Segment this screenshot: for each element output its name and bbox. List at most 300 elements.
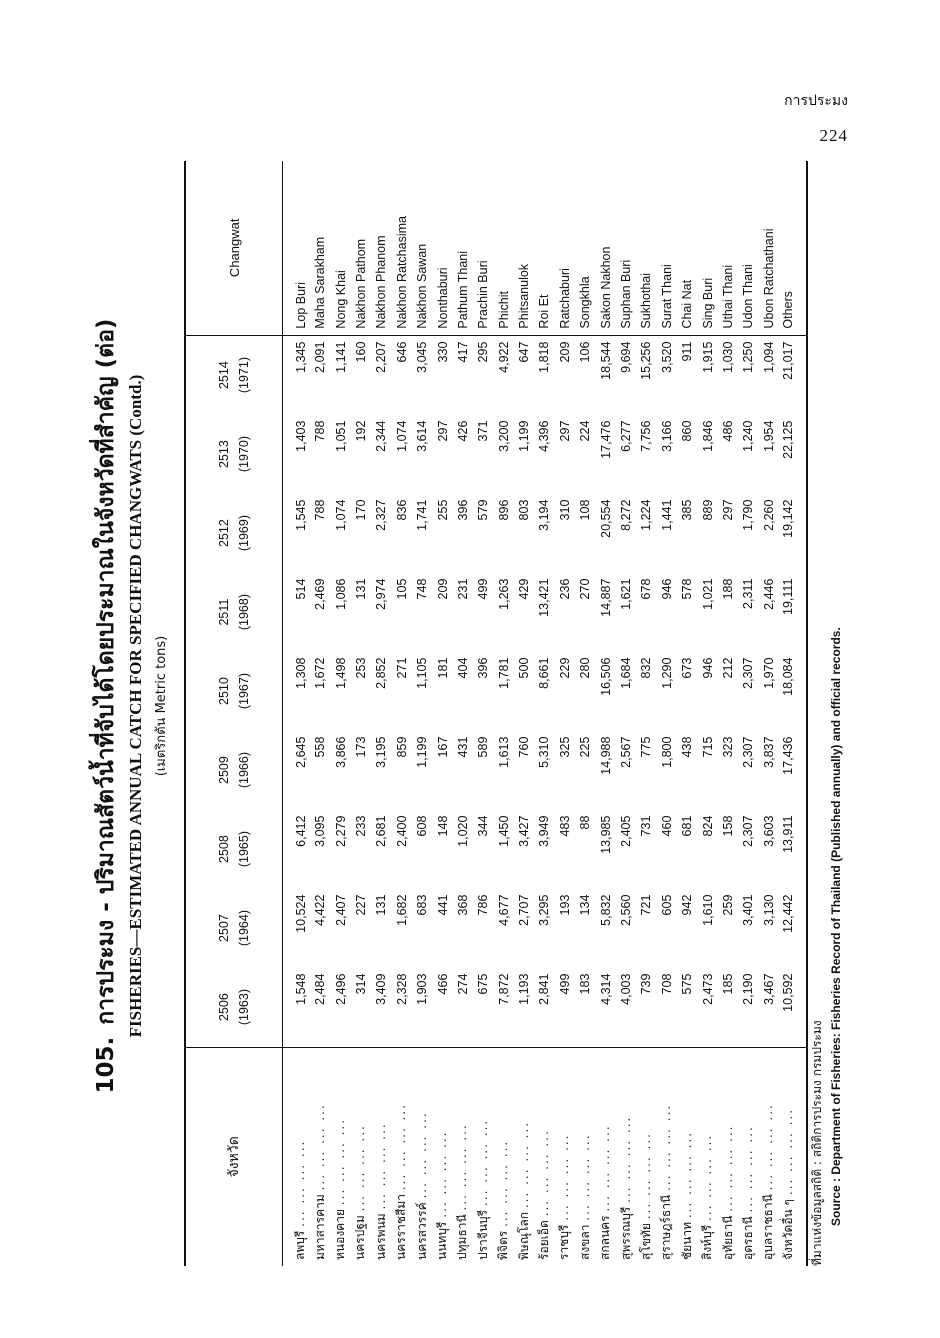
leader-dots: ... ... ... ... <box>720 1124 735 1212</box>
changwat-english: Nakhon Sawan <box>412 161 432 335</box>
catch-value: 675 <box>473 968 493 1048</box>
header-year <box>185 652 283 731</box>
table-row <box>330 161 350 1266</box>
catch-value: 19,111 <box>779 573 807 652</box>
catch-value: 1,308 <box>293 657 308 689</box>
changwat-english: Nakhon Ratchasima <box>392 161 412 335</box>
catch-value: 514 <box>293 578 308 600</box>
catch-value: 589 <box>476 736 491 758</box>
changwat-english: Nakhon Pathom <box>351 161 371 335</box>
catch-value: 1,030 <box>721 341 735 373</box>
catch-value: 1,548 <box>283 968 311 1048</box>
year-be: 2510 <box>217 677 231 705</box>
catch-value: 193 <box>557 894 572 916</box>
changwat-thai-cell <box>453 1047 473 1266</box>
table-row <box>759 161 779 1266</box>
catch-value: 2,307 <box>741 736 756 768</box>
catch-value: 3,467 <box>759 968 779 1048</box>
catch-value: 1,790 <box>741 499 756 531</box>
changwat-thai: พิษณุโลก <box>516 1211 531 1260</box>
catch-value: 88 <box>578 815 593 830</box>
catch-value: 183 <box>575 968 595 1048</box>
catch-value: 3,603 <box>761 815 776 847</box>
changwat-english: Lop Buri <box>283 161 311 335</box>
catch-value: 4,422 <box>313 894 328 926</box>
catch-value: 2,400 <box>394 815 409 847</box>
catch-value: 209 <box>557 341 572 363</box>
catch-value: 942 <box>680 894 695 916</box>
changwat-thai-cell <box>534 1047 554 1266</box>
year-be: 2507 <box>217 914 231 942</box>
catch-value: 1,915 <box>700 341 715 373</box>
catch-value: 1,290 <box>659 657 674 689</box>
header-row <box>185 161 283 1266</box>
year-ad: (1964) <box>237 910 251 947</box>
header-year <box>185 968 283 1048</box>
table-row <box>616 161 636 1266</box>
catch-value: 3,949 <box>537 815 552 847</box>
changwat-thai-cell <box>412 1047 432 1266</box>
catch-value: 131 <box>353 578 368 600</box>
catch-value: 2,496 <box>330 968 350 1048</box>
catch-value: 8,272 <box>619 499 634 531</box>
catch-value: 20,554 <box>598 499 613 538</box>
catch-value: 314 <box>351 968 371 1048</box>
changwat-thai: สกลนคร <box>598 1215 613 1260</box>
catch-value: 6,277 <box>619 420 634 452</box>
catch-value: 255 <box>435 499 450 521</box>
header-changwat-thai: จังหวัด <box>185 1047 283 1266</box>
header-year <box>185 573 283 652</box>
header-year <box>185 415 283 494</box>
catch-value: 1,199 <box>517 420 532 452</box>
year-ad: (1968) <box>237 594 251 631</box>
catch-value: 1,741 <box>415 499 430 531</box>
changwat-thai: อุดรธานี <box>740 1216 755 1260</box>
year-ad: (1971) <box>237 357 251 394</box>
catch-value: 21,017 <box>779 335 807 415</box>
catch-value: 2,567 <box>619 736 634 768</box>
changwat-english: Pathum Thani <box>453 161 473 335</box>
changwat-thai-cell <box>718 1047 738 1266</box>
table-row <box>779 161 807 1266</box>
catch-value: 2,974 <box>374 578 389 610</box>
catch-value: 3,866 <box>333 736 348 768</box>
catch-value: 646 <box>394 341 409 363</box>
catch-value: 225 <box>578 736 593 758</box>
catch-value: 438 <box>680 736 695 758</box>
catch-value: 486 <box>721 420 735 442</box>
year-be: 2506 <box>217 993 231 1021</box>
catch-value: 106 <box>578 341 593 363</box>
catch-value: 1,800 <box>659 736 674 768</box>
catch-value: 803 <box>517 499 532 521</box>
catch-value: 16,506 <box>598 657 613 696</box>
catch-value: 167 <box>435 736 450 758</box>
section-name: การประมง <box>784 93 848 109</box>
catch-value: 3,409 <box>371 968 391 1048</box>
catch-value: 2,852 <box>374 657 389 689</box>
leader-dots: ... ... ... ... <box>679 1130 694 1219</box>
catch-value: 108 <box>578 499 593 521</box>
catch-value: 297 <box>435 420 450 442</box>
catch-value: 1,672 <box>313 657 328 689</box>
changwat-english: Phitsanulok <box>514 161 534 335</box>
catch-value: 788 <box>313 499 328 521</box>
catch-value: 683 <box>415 894 430 916</box>
leader-dots: ... ... ... ... <box>700 1133 715 1222</box>
catch-value: 131 <box>374 894 389 916</box>
catch-value: 2,311 <box>741 578 756 609</box>
changwat-thai-cell <box>432 1047 452 1266</box>
catch-value: 1,781 <box>496 657 511 689</box>
catch-value: 15,256 <box>639 341 654 380</box>
catch-value: 18,084 <box>779 652 807 731</box>
catch-value: 3,614 <box>415 420 430 452</box>
leader-dots: ... ... ... ... <box>455 1123 470 1211</box>
leader-dots: ... ... ... ... <box>373 1122 388 1210</box>
catch-value: 2,469 <box>313 578 328 610</box>
catch-value: 323 <box>721 736 735 758</box>
catch-value: 330 <box>435 341 450 363</box>
catch-value: 2,407 <box>333 894 348 926</box>
changwat-english: Maha Sarakham <box>310 161 330 335</box>
changwat-thai-cell <box>473 1047 493 1266</box>
catch-value: 1,263 <box>496 578 511 610</box>
leader-dots: ... ... ... ... <box>780 1107 795 1196</box>
catch-value: 185 <box>718 968 738 1048</box>
catch-value: 608 <box>415 815 430 837</box>
catch-value: 6,412 <box>293 815 308 847</box>
changwat-thai-cell <box>575 1047 595 1266</box>
catch-value: 417 <box>455 341 470 363</box>
leader-dots: ... ... ... ... <box>293 1139 307 1227</box>
catch-value: 297 <box>721 499 735 521</box>
catch-value: 212 <box>721 657 735 679</box>
changwat-thai-cell <box>697 1047 717 1266</box>
catch-value: 1,450 <box>496 815 511 847</box>
catch-value: 8,661 <box>537 657 552 689</box>
catch-value: 270 <box>578 578 593 600</box>
year-be: 2514 <box>217 361 231 389</box>
changwat-thai-cell <box>759 1047 779 1266</box>
leader-dots: ... ... ... ... <box>740 1125 755 1213</box>
table-row <box>595 161 615 1266</box>
changwat-english: Nong Khai <box>330 161 350 335</box>
catch-value: 192 <box>353 420 368 442</box>
year-ad: (1967) <box>237 673 251 710</box>
catch-value: 22,125 <box>779 415 807 494</box>
changwat-thai: สงขลา <box>577 1224 592 1260</box>
changwat-thai: จังหวัดอื่น ๆ <box>780 1198 795 1260</box>
changwat-thai-cell <box>657 1047 677 1266</box>
catch-value: 466 <box>432 968 452 1048</box>
catch-value: 274 <box>453 968 473 1048</box>
catch-value: 3,520 <box>659 341 674 373</box>
catch-value: 2,681 <box>374 815 389 847</box>
catch-value: 946 <box>659 578 674 600</box>
catch-value: 5,832 <box>598 894 613 926</box>
catch-value: 1,545 <box>293 499 308 531</box>
changwat-thai: สิงห์บุรี <box>700 1224 715 1260</box>
catch-value: 280 <box>578 657 593 679</box>
changwat-english: Uthai Thani <box>718 161 738 335</box>
header-changwat-english: Changwat <box>185 161 283 335</box>
catch-value: 158 <box>721 815 735 837</box>
catch-value: 2,207 <box>374 341 389 373</box>
changwat-english: Surat Thani <box>657 161 677 335</box>
catch-value: 2,484 <box>310 968 330 1048</box>
table-body <box>283 161 807 1266</box>
catch-value: 678 <box>639 578 654 600</box>
page-header <box>784 90 848 146</box>
table-title-english: FISHERIES—ESTIMATED ANNUAL CATCH FOR SPECIFIED CHANGWATS (Contd.) <box>126 374 145 1038</box>
source-english: Source : Department of Fisheries: Fisheries Record of Thailand (Published annually) and official records. <box>829 627 843 1226</box>
changwat-english: Sukhothai <box>636 161 656 335</box>
changwat-thai: ราชบุรี <box>557 1224 572 1260</box>
catch-value: 1,846 <box>700 420 715 452</box>
catch-value: 310 <box>557 499 572 521</box>
table-row <box>432 161 452 1266</box>
catch-value: 3,837 <box>761 736 776 768</box>
catch-value: 715 <box>700 736 715 758</box>
leader-dots: ... ... ... ... <box>414 1111 429 1199</box>
catch-value: 3,045 <box>415 341 430 373</box>
table-row <box>351 161 371 1266</box>
catch-value: 295 <box>476 341 491 363</box>
catch-value: 731 <box>639 815 654 837</box>
table-row <box>514 161 534 1266</box>
catch-value: 404 <box>455 657 470 679</box>
header-year <box>185 731 283 810</box>
catch-value: 4,314 <box>595 968 615 1048</box>
catch-value: 1,105 <box>415 657 430 689</box>
catch-value: 460 <box>659 815 674 837</box>
catch-value: 1,074 <box>394 420 409 452</box>
changwat-thai: ร้อยเอ็ด <box>536 1220 551 1260</box>
changwat-thai: นครราชสีมา <box>394 1194 409 1260</box>
changwat-thai: สุราษฎร์ธานี <box>659 1194 674 1260</box>
leader-dots: ... ... ... ... <box>638 1132 653 1220</box>
leader-dots: ... ... ... ... <box>516 1120 531 1209</box>
catch-value: 775 <box>639 736 654 758</box>
changwat-english: Prachin Buri <box>473 161 493 335</box>
catch-value: 946 <box>700 657 715 679</box>
leader-dots: ... ... ... ... <box>496 1139 511 1227</box>
changwat-thai: ปทุมธานี <box>455 1214 470 1260</box>
year-be: 2513 <box>217 440 231 468</box>
table-row <box>310 161 330 1266</box>
catch-value: 236 <box>557 578 572 600</box>
changwat-english: Sing Buri <box>697 161 717 335</box>
catch-value: 483 <box>557 815 572 837</box>
changwat-thai: อุทัยธานี <box>720 1215 735 1260</box>
catch-value: 2,841 <box>534 968 554 1048</box>
table-row <box>697 161 717 1266</box>
table-row <box>453 161 473 1266</box>
changwat-thai: อุบลราชธานี <box>761 1194 776 1260</box>
catch-value: 13,985 <box>598 815 613 854</box>
catch-value: 148 <box>435 815 450 837</box>
catch-value: 647 <box>517 341 532 363</box>
catch-value: 3,095 <box>313 815 328 847</box>
year-ad: (1969) <box>237 515 251 552</box>
catch-value: 14,887 <box>598 578 613 617</box>
year-be: 2512 <box>217 519 231 547</box>
year-be: 2509 <box>217 756 231 784</box>
catch-value: 227 <box>353 894 368 916</box>
table-row <box>392 161 412 1266</box>
changwat-thai-cell <box>636 1047 656 1266</box>
catch-value: 7,872 <box>494 968 514 1048</box>
catch-value: 173 <box>353 736 368 758</box>
catch-value: 18,544 <box>598 341 613 380</box>
catch-value: 19,142 <box>779 494 807 573</box>
unit-label: (เมตริกตัน Metric tons) <box>154 635 169 777</box>
catch-value: 500 <box>517 657 532 679</box>
catch-value: 1,345 <box>293 341 308 373</box>
leader-dots: ... ... ... ... <box>761 1103 776 1191</box>
leader-dots: ... ... ... ... <box>353 1124 368 1212</box>
catch-value: 575 <box>677 968 697 1048</box>
catch-value: 4,677 <box>496 894 511 926</box>
changwat-english: Ubon Ratchathani <box>759 161 779 335</box>
catch-value: 832 <box>639 657 654 679</box>
catch-value: 181 <box>435 657 450 679</box>
catch-value: 1,094 <box>761 341 776 373</box>
catch-value: 3,130 <box>761 894 776 926</box>
catch-value: 3,195 <box>374 736 389 768</box>
year-ad: (1966) <box>237 752 251 789</box>
header-year <box>185 889 283 968</box>
catch-value: 4,396 <box>537 420 552 452</box>
header-year <box>185 494 283 573</box>
catch-table <box>184 161 808 1266</box>
catch-value: 224 <box>578 420 593 442</box>
catch-value: 2,328 <box>392 968 412 1048</box>
changwat-thai: ปราจีนบุรี <box>475 1209 490 1260</box>
catch-value: 1,954 <box>761 420 776 452</box>
changwat-english: Phichit <box>494 161 514 335</box>
catch-value: 1,903 <box>412 968 432 1048</box>
catch-value: 3,194 <box>537 499 552 531</box>
catch-value: 1,250 <box>741 341 756 373</box>
catch-value: 1,086 <box>333 578 348 610</box>
changwat-english: Others <box>779 161 807 335</box>
catch-value: 253 <box>353 657 368 679</box>
table-row <box>738 161 758 1266</box>
changwat-thai: นครพนม <box>373 1213 388 1260</box>
catch-value: 4,003 <box>616 968 636 1048</box>
catch-value: 824 <box>700 815 715 837</box>
changwat-english: Sakon Nakhon <box>595 161 615 335</box>
catch-value: 2,260 <box>761 499 776 531</box>
catch-value: 10,592 <box>779 968 807 1048</box>
catch-value: 786 <box>476 894 491 916</box>
catch-value: 2,091 <box>313 341 328 373</box>
title-block <box>88 146 171 1266</box>
catch-value: 344 <box>476 815 491 837</box>
changwat-english: Songkhla <box>575 161 595 335</box>
leader-dots: ... ... ... ... <box>536 1129 551 1217</box>
changwat-thai-cell <box>310 1047 330 1266</box>
catch-value: 2,473 <box>697 968 717 1048</box>
catch-value: 1,074 <box>333 499 348 531</box>
catch-value: 368 <box>455 894 470 916</box>
catch-value: 233 <box>353 815 368 837</box>
catch-value: 160 <box>353 341 368 363</box>
catch-value: 271 <box>394 657 409 679</box>
catch-value: 2,707 <box>517 894 532 926</box>
catch-value: 1,970 <box>761 657 776 689</box>
catch-value: 1,498 <box>333 657 348 689</box>
source-notes <box>808 627 843 1266</box>
catch-value: 760 <box>517 736 532 758</box>
year-be: 2508 <box>217 835 231 863</box>
header-year <box>185 810 283 889</box>
table-row <box>371 161 391 1266</box>
changwat-thai-cell <box>330 1047 350 1266</box>
catch-value: 1,684 <box>619 657 634 689</box>
catch-value: 859 <box>394 736 409 758</box>
catch-value: 431 <box>455 736 470 758</box>
changwat-thai-cell <box>677 1047 697 1266</box>
catch-value: 3,295 <box>537 894 552 926</box>
catch-value: 2,344 <box>374 420 389 452</box>
catch-value: 14,988 <box>598 736 613 775</box>
changwat-thai: หนองคาย <box>333 1209 348 1260</box>
catch-value: 170 <box>353 499 368 521</box>
changwat-thai-cell <box>555 1047 575 1266</box>
catch-value: 1,613 <box>496 736 511 768</box>
catch-value: 2,307 <box>741 657 756 689</box>
catch-value: 499 <box>555 968 575 1048</box>
table-row <box>283 161 311 1266</box>
catch-value: 188 <box>721 578 735 600</box>
catch-value: 911 <box>680 341 695 362</box>
catch-value: 2,645 <box>293 736 308 768</box>
year-ad: (1965) <box>237 831 251 868</box>
changwat-thai-cell <box>351 1047 371 1266</box>
catch-value: 229 <box>557 657 572 679</box>
catch-value: 3,427 <box>517 815 532 847</box>
catch-value: 499 <box>476 578 491 600</box>
changwat-thai-cell <box>494 1047 514 1266</box>
catch-value: 558 <box>313 736 328 758</box>
catch-value: 3,401 <box>741 894 756 926</box>
catch-value: 2,405 <box>619 815 634 847</box>
changwat-thai: ชัยนาท <box>679 1221 694 1260</box>
catch-value: 12,442 <box>779 889 807 968</box>
catch-value: 739 <box>636 968 656 1048</box>
catch-value: 1,051 <box>333 420 348 452</box>
table-row <box>494 161 514 1266</box>
catch-value: 889 <box>700 499 715 521</box>
table-row <box>718 161 738 1266</box>
catch-value: 579 <box>476 499 491 521</box>
catch-value: 325 <box>557 736 572 758</box>
changwat-thai: พิจิตร <box>496 1230 511 1260</box>
catch-value: 396 <box>455 499 470 521</box>
catch-value: 17,476 <box>598 420 613 459</box>
changwat-thai: นครปฐม <box>353 1215 368 1260</box>
changwat-english: Nakhon Phanom <box>371 161 391 335</box>
rotated-table-sheet <box>88 146 858 1266</box>
catch-value: 708 <box>657 968 677 1048</box>
changwat-thai: ลพบุรี <box>293 1230 307 1260</box>
catch-value: 1,020 <box>455 815 470 847</box>
catch-value: 1,240 <box>741 420 756 452</box>
